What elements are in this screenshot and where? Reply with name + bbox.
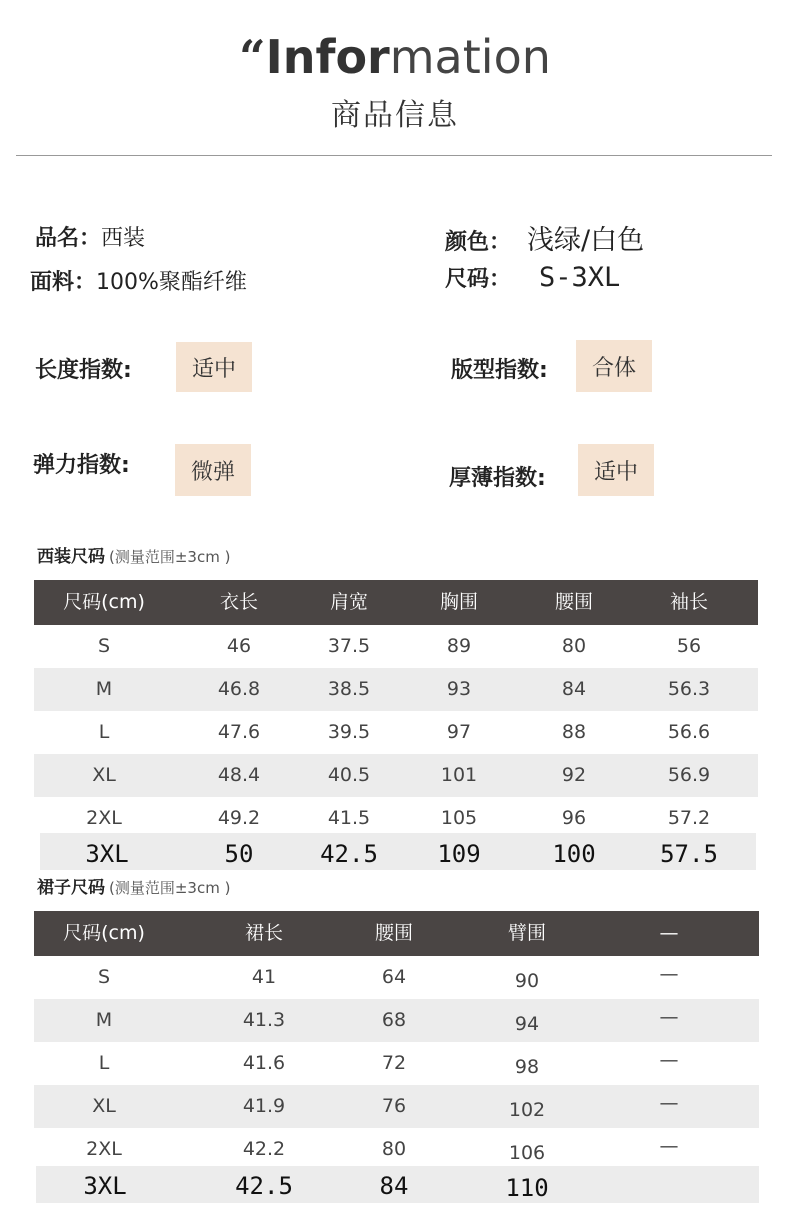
hip-cell: 90 <box>514 970 540 992</box>
length-cell: 41 <box>251 966 277 988</box>
length-cell: 42.2 <box>242 1138 286 1160</box>
table-row <box>34 754 758 797</box>
table-row <box>34 999 759 1042</box>
table-row <box>34 956 759 999</box>
waist-cell: 72 <box>381 1052 407 1074</box>
size-cell: 2XL <box>86 1138 122 1160</box>
length-cell: 41.6 <box>242 1052 286 1074</box>
length-cell: 41.3 <box>242 1009 286 1031</box>
waist-cell: 80 <box>561 635 587 657</box>
shoulder-cell: 39.5 <box>327 721 371 743</box>
size-cell: M <box>95 1009 113 1031</box>
extra-cell <box>614 1166 724 1203</box>
skirt-size-note: (测量范围±3cm ) <box>109 879 231 897</box>
skirt-header-hip: 臂围 <box>507 922 546 944</box>
shoulder-cell: 41.5 <box>327 807 371 829</box>
size-cell: 3XL <box>83 1172 127 1200</box>
page-subtitle: 商品信息 <box>331 98 459 133</box>
extra-cell: — <box>659 1092 679 1114</box>
suit-table-header <box>34 580 758 625</box>
header-divider <box>16 155 772 156</box>
fabric-line <box>30 265 247 296</box>
table-row <box>34 1042 759 1085</box>
skirt-header-extra: — <box>659 922 679 944</box>
title-bold-part: Infor <box>265 30 390 84</box>
table-row <box>34 711 758 754</box>
table-row <box>36 1166 759 1203</box>
length-cell: 42.5 <box>235 1172 293 1200</box>
length-cell: 46 <box>226 635 252 657</box>
length-cell: 47.6 <box>217 721 261 743</box>
length-cell: 50 <box>224 840 254 868</box>
product-name-value: 西装 <box>101 226 146 251</box>
skirt-table-header <box>34 911 759 956</box>
suit-header-chest: 胸围 <box>439 591 478 613</box>
size-cell: 2XL <box>86 807 122 829</box>
shoulder-cell: 37.5 <box>327 635 371 657</box>
sleeve-cell: 56 <box>676 635 702 657</box>
product-name-line <box>35 221 145 252</box>
page-title <box>0 30 790 84</box>
size-cell: M <box>95 678 113 700</box>
thickness-index-label: 厚薄指数: <box>449 466 546 491</box>
fabric-value: 100%聚酯纤维 <box>96 270 247 295</box>
waist-cell: 100 <box>552 840 596 868</box>
fit-index-value: 合体 <box>576 340 652 392</box>
table-row <box>34 668 758 711</box>
size-cell: XL <box>92 764 116 786</box>
extra-cell: — <box>659 963 679 985</box>
chest-cell: 97 <box>446 721 472 743</box>
waist-cell: 84 <box>561 678 587 700</box>
title-quote-mark: “ <box>239 30 266 84</box>
size-line <box>445 262 620 293</box>
size-key: 尺码： <box>445 267 512 292</box>
skirt-header-length: 裙长 <box>244 922 283 944</box>
hip-cell: 98 <box>514 1056 540 1078</box>
hip-cell: 106 <box>508 1142 546 1164</box>
extra-cell: — <box>659 1006 679 1028</box>
suit-size-note: (测量范围±3cm ) <box>109 548 231 566</box>
sleeve-cell: 56.3 <box>667 678 711 700</box>
color-line <box>445 218 644 257</box>
chest-cell: 109 <box>437 840 481 868</box>
suit-header-size: 尺码(cm) <box>63 591 145 613</box>
chest-cell: 101 <box>440 764 478 786</box>
size-cell: S <box>97 966 111 988</box>
hip-cell: 94 <box>514 1013 540 1035</box>
hip-cell: 102 <box>508 1099 546 1121</box>
waist-cell: 64 <box>381 966 407 988</box>
table-row <box>34 625 758 668</box>
skirt-header-size: 尺码(cm) <box>63 922 145 944</box>
shoulder-cell: 42.5 <box>320 840 378 868</box>
skirt-size-title-text: 裙子尺码 <box>37 878 105 898</box>
waist-cell: 80 <box>381 1138 407 1160</box>
suit-size-title <box>37 542 230 567</box>
fit-index-label: 版型指数: <box>451 358 548 383</box>
chest-cell: 93 <box>446 678 472 700</box>
suit-size-title-text: 西装尺码 <box>37 547 105 567</box>
size-cell: L <box>98 1052 110 1074</box>
suit-header-length: 衣长 <box>219 591 258 613</box>
sleeve-cell: 56.9 <box>667 764 711 786</box>
extra-cell: — <box>659 1135 679 1157</box>
skirt-size-table <box>34 911 759 1203</box>
fabric-key: 面料： <box>30 270 97 295</box>
size-cell: XL <box>92 1095 116 1117</box>
suit-size-table <box>34 580 758 870</box>
waist-cell: 96 <box>561 807 587 829</box>
product-name-key: 品名： <box>35 226 102 251</box>
color-key: 颜色： <box>445 230 512 255</box>
chest-cell: 89 <box>446 635 472 657</box>
length-index-value: 适中 <box>176 342 252 392</box>
skirt-header-waist: 腰围 <box>374 922 413 944</box>
skirt-size-title <box>37 873 230 898</box>
waist-cell: 88 <box>561 721 587 743</box>
extra-cell: — <box>659 1049 679 1071</box>
elasticity-index-value: 微弹 <box>175 444 251 496</box>
length-cell: 46.8 <box>217 678 261 700</box>
hip-cell: 110 <box>505 1174 549 1202</box>
suit-header-shoulder: 肩宽 <box>329 591 368 613</box>
size-cell: 3XL <box>85 840 129 868</box>
table-row <box>40 833 756 870</box>
length-cell: 48.4 <box>217 764 261 786</box>
title-light-part: mation <box>389 30 551 84</box>
size-range-value: S-3XL <box>539 262 621 293</box>
shoulder-cell: 40.5 <box>327 764 371 786</box>
table-row <box>34 1128 759 1171</box>
sleeve-cell: 57.2 <box>667 807 711 829</box>
waist-cell: 76 <box>381 1095 407 1117</box>
length-cell: 41.9 <box>242 1095 286 1117</box>
length-index-label: 长度指数: <box>35 358 132 383</box>
thickness-index-value: 适中 <box>578 444 654 496</box>
waist-cell: 92 <box>561 764 587 786</box>
table-row <box>34 1085 759 1128</box>
sleeve-cell: 57.5 <box>660 840 718 868</box>
chest-cell: 105 <box>440 807 478 829</box>
size-cell: S <box>97 635 111 657</box>
color-value: 浅绿/白色 <box>527 225 645 256</box>
suit-header-waist: 腰围 <box>554 591 593 613</box>
sleeve-cell: 56.6 <box>667 721 711 743</box>
length-cell: 49.2 <box>217 807 261 829</box>
size-cell: L <box>98 721 110 743</box>
waist-cell: 84 <box>379 1172 409 1200</box>
waist-cell: 68 <box>381 1009 407 1031</box>
suit-header-sleeve: 袖长 <box>669 591 708 613</box>
elasticity-index-label: 弹力指数: <box>33 453 130 478</box>
shoulder-cell: 38.5 <box>327 678 371 700</box>
